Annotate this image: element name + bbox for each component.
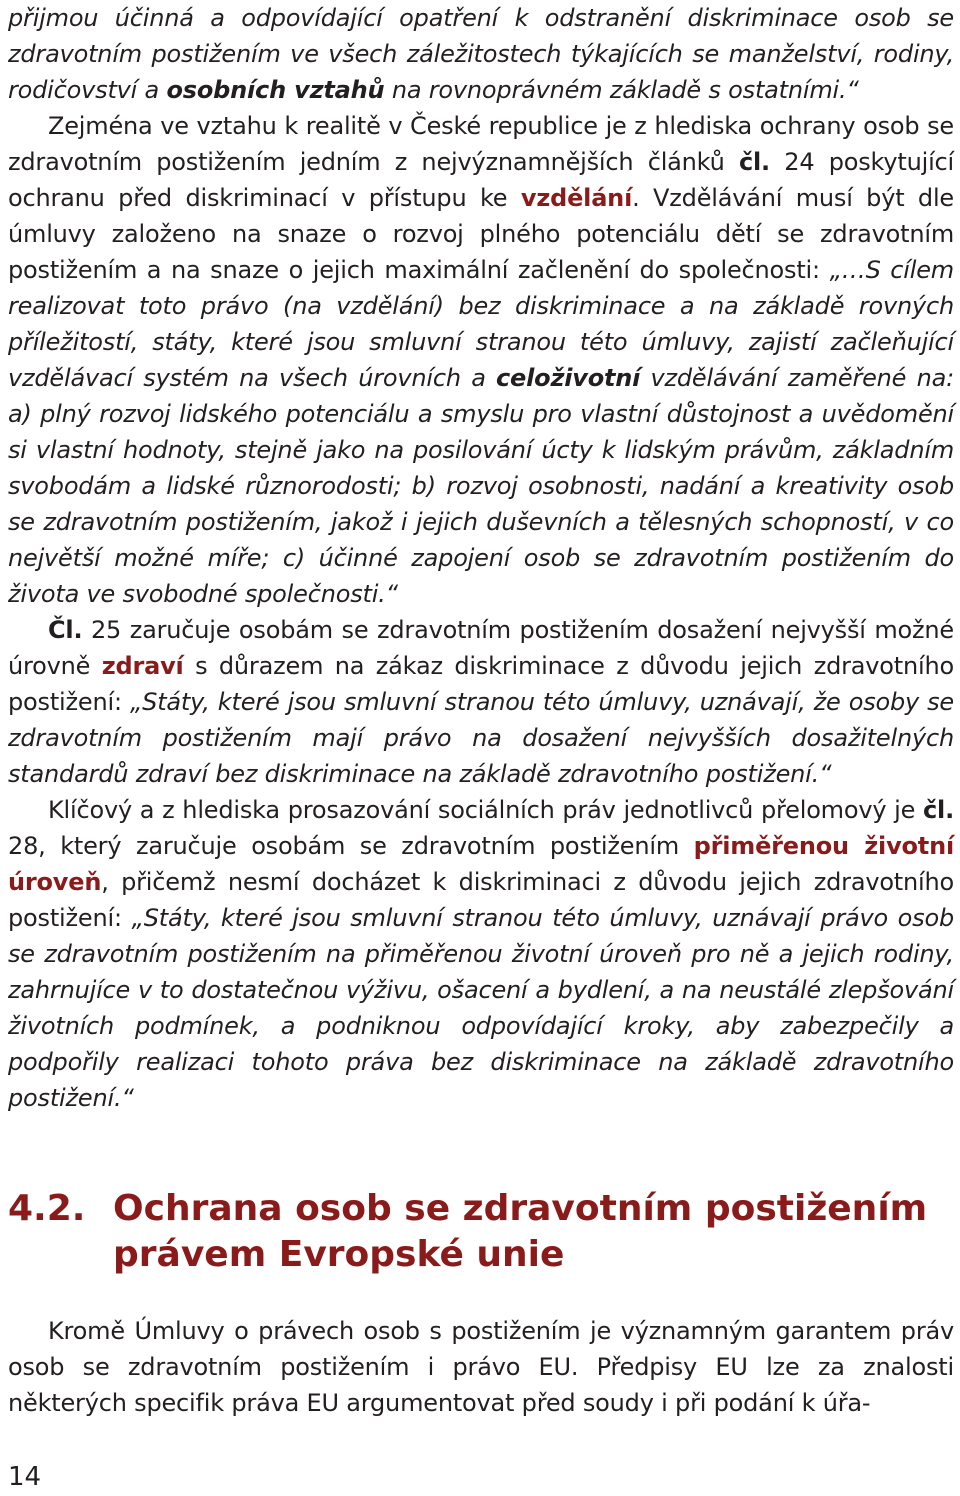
article-number: 24 <box>769 148 815 176</box>
paragraph-article-28 <box>8 792 954 1116</box>
text-segment: poskytující ochranu před diskriminací v přístupu ke <box>8 148 955 212</box>
term-health: zdraví <box>101 652 184 680</box>
paragraph-article-25 <box>8 612 954 792</box>
paragraph-article-24 <box>8 108 954 612</box>
section-heading <box>8 1186 933 1278</box>
section-body <box>8 1313 954 1421</box>
quote-segment: vzdělávání zaměřené na: a) plný rozvoj lidského potenciálu a smyslu pro vlastní důstojnost a uvědomění si vlastní hodnoty, stejně jako na posilování úcty k lidským právům, základním svobodám a lidské různorodosti; b) rozvoj osobnosti, nadání a kreativity osob se zdravotním postižením, jakož i jejich duševních a tělesných schopností, v co největší možné míře; c) účinné zapojení osob se zdravotním postižením do života ve svobodné společnosti.“ <box>8 364 954 608</box>
quote-segment: „Státy, které jsou smluvní stranou této úmluvy, uznávají právo osob se zdravotním postižením na přiměřenou životní úroveň pro ně a jejich rodiny, zahrnujíce v to dostatečnou výživu, ošacení a bydlení, a na neustálé zlepšování životních podmínek, a podniknou odpovídající kroky, aby zabezpečily a podpořily realizaci tohoto práva bez diskriminace na základě zdravotního postižení.“ <box>8 904 954 1112</box>
article-label: čl. <box>923 796 954 824</box>
paragraph-eu-law: Kromě Úmluvy o právech osob s postižením je významným garantem práv osob se zdravotním postižením i právo EU. Předpisy EU lze za znalosti některých specifik práva EU argumentovat před soudy i při podání k úřa- <box>8 1317 954 1417</box>
article-label: Čl. <box>48 616 83 644</box>
article-number: 28 <box>8 832 39 860</box>
term-adequate-living: přiměřenou životní úroveň <box>8 832 954 896</box>
text-segment: přijmou účinná a odpovídající opatření k odstranění diskriminace osob se zdravotním postižením ve všech záležitostech týkajících se manželství, rodiny, rodičovství a <box>8 4 954 104</box>
quote-segment: „…S cílem realizovat toto právo (na vzdělání) bez diskriminace a na základě rovných příležitostí, státy, které jsou smluvní stranou této úmluvy, zajistí začleňující vzdělávací systém na všech úrovních a <box>8 256 954 392</box>
page-body <box>8 0 954 1116</box>
term-education: vzdělání <box>520 184 633 212</box>
term-lifelong: celoživotní <box>496 364 641 392</box>
term-personal-relationships: osobních vztahů <box>166 76 385 104</box>
paragraph-marriage-family <box>8 0 954 108</box>
article-number: 25 <box>82 616 122 644</box>
quote-segment: „Státy, které jsou smluvní stranou této úmluvy, uznávají, že osoby se zdravotním postižením mají právo na dosažení nejvyšších dosažitelných standardů zdraví bez diskriminace na základě zdravotního postižení.“ <box>8 688 954 788</box>
text-segment: . Vzdělávání musí být dle úmluvy založeno na snaze o rozvoj plného potenciálu dětí se zdravotním postižením a na snaze o jejich maximální začlenění do společnosti: <box>8 184 954 284</box>
text-segment: Klíčový a z hlediska prosazování sociálních práv jednotlivců přelomový je <box>48 796 924 824</box>
section-title: Ochrana osob se zdravotním postižením právem Evropské unie <box>113 1188 928 1275</box>
text-segment: s důrazem na zákaz diskriminace z důvodu jejich zdravotního postižení: <box>8 652 954 716</box>
text-segment: , přičemž nesmí docházet k diskriminaci z důvodu jejich zdravotního postižení: <box>8 868 954 932</box>
text-segment: zaručuje osobám se zdravotním postižením dosažení nejvyšší možné úrovně <box>8 616 954 680</box>
text-segment: na rovnoprávném základě s ostatními.“ <box>384 76 859 104</box>
article-label: čl. <box>738 148 770 176</box>
page-number: 14 <box>8 1462 42 1492</box>
text-segment: , který zaručuje osobám se zdravotním postižením <box>38 832 694 860</box>
text-segment: Zejména ve vztahu k realitě v České republice je z hlediska ochrany osob se zdravotním postižením jedním z nejvýznamnějších článků <box>8 112 954 176</box>
section-number: 4.2. <box>8 1188 86 1229</box>
